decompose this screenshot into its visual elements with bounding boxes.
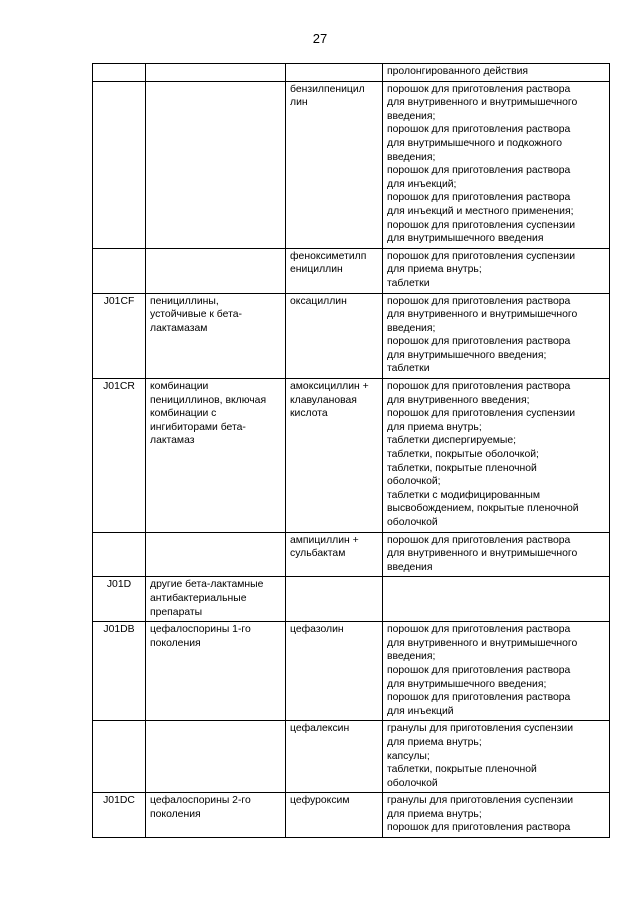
dosage-forms-line: для приема внутрь; <box>387 736 482 748</box>
atc-code-cell <box>93 622 146 721</box>
drug-name-cell <box>286 81 383 248</box>
drug-name-cell <box>286 532 383 577</box>
dosage-forms-line: порошок для приготовления раствора <box>387 822 571 834</box>
table-row <box>93 577 610 622</box>
dosage-forms-line: пролонгированного действия <box>387 66 529 77</box>
group-line: комбинации с <box>150 408 217 420</box>
dosage-forms-line: для внутримышечного введения <box>387 233 544 245</box>
dosage-forms-cell <box>383 81 610 248</box>
atc-code-text: J01D <box>106 579 132 591</box>
atc-code-cell <box>93 248 146 293</box>
group-line: пенициллинов, включая <box>150 394 267 406</box>
dosage-forms-line: для приема внутрь; <box>387 264 482 276</box>
group-line: лактамаз <box>150 435 195 447</box>
dosage-forms-line: для инъекций и местного применения; <box>387 205 574 217</box>
dosage-forms-line: для приема внутрь; <box>387 421 482 433</box>
dosage-forms-line: порошок для приготовления раствора <box>387 192 571 204</box>
table-row <box>93 793 610 838</box>
drug-name-cell <box>286 293 383 379</box>
dosage-forms-line: гранулы для приготовления суспензии <box>387 723 574 735</box>
drug-name-line: клавулановая <box>290 394 357 406</box>
dosage-forms-cell <box>383 293 610 379</box>
dosage-forms-cell <box>383 622 610 721</box>
dosage-forms-line: для инъекций; <box>387 178 457 190</box>
dosage-forms-line: порошок для приготовления раствора <box>387 692 571 704</box>
group-cell <box>146 793 286 838</box>
group-cell <box>146 577 286 622</box>
drug-name-cell <box>286 577 383 622</box>
drug-name-line: цефазолин <box>290 624 344 636</box>
group-line: другие бета-лактамные <box>150 579 264 591</box>
table-row <box>93 379 610 533</box>
drug-name-cell <box>286 248 383 293</box>
table-row <box>93 293 610 379</box>
dosage-forms-line: оболочкой <box>387 517 438 528</box>
group-line: поколения <box>150 637 201 649</box>
dosage-forms-line: введения <box>387 561 433 573</box>
drug-name-line: цефалексин <box>290 723 350 735</box>
group-cell <box>146 81 286 248</box>
dosage-forms-line: таблетки, покрытые оболочкой; <box>387 449 539 461</box>
dosage-forms-cell <box>383 577 610 622</box>
table-row <box>93 532 610 577</box>
dosage-forms-line: таблетки <box>387 363 430 375</box>
drug-name-line: ампициллин + <box>290 534 359 546</box>
group-line: пенициллины, <box>150 295 219 307</box>
drug-name-cell <box>286 64 383 82</box>
atc-code-cell <box>93 721 146 793</box>
atc-code-cell <box>93 532 146 577</box>
dosage-forms-line: порошок для приготовления раствора <box>387 664 571 676</box>
atc-code-cell <box>93 793 146 838</box>
group-cell <box>146 293 286 379</box>
atc-code-cell <box>93 81 146 248</box>
dosage-forms-line: порошок для приготовления раствора <box>387 534 571 546</box>
atc-code-text: J01DB <box>103 624 135 636</box>
drug-name-line: амоксициллин + <box>290 381 369 393</box>
dosage-forms-line: оболочкой; <box>387 476 441 488</box>
dosage-forms-line: порошок для приготовления суспензии <box>387 219 576 231</box>
dosage-forms-line: порошок для приготовления раствора <box>387 381 571 393</box>
group-cell <box>146 622 286 721</box>
drug-name-line: феноксиметилп <box>290 250 367 262</box>
group-line: устойчивые к бета- <box>150 309 242 321</box>
dosage-forms-line: для внутривенного введения; <box>387 394 530 406</box>
atc-code-text: J01DC <box>103 795 135 807</box>
dosage-forms-line: таблетки, покрытые пленочной <box>387 764 537 776</box>
drug-name-line: оксациллин <box>290 295 347 307</box>
atc-code-cell <box>93 379 146 533</box>
dosage-forms-cell <box>383 721 610 793</box>
dosage-forms-line: гранулы для приготовления суспензии <box>387 795 574 807</box>
dosage-forms-cell <box>383 248 610 293</box>
table-body <box>93 64 610 838</box>
dosage-forms-line: для внутривенного и внутримышечного <box>387 97 578 109</box>
dosage-forms-line: таблетки, покрытые пленочной <box>387 462 537 474</box>
dosage-forms-cell <box>383 379 610 533</box>
dosage-forms-line: порошок для приготовления раствора <box>387 295 571 307</box>
dosage-forms-cell <box>383 793 610 838</box>
dosage-forms-line: порошок для приготовления раствора <box>387 124 571 136</box>
dosage-forms-line: таблетки диспергируемые; <box>387 435 517 447</box>
atc-code-cell <box>93 64 146 82</box>
dosage-forms-line: оболочкой <box>387 777 438 789</box>
table-row <box>93 81 610 248</box>
dosage-forms-line: введения; <box>387 651 436 663</box>
drug-name-cell <box>286 379 383 533</box>
drug-name-line: цефуроксим <box>290 795 350 807</box>
group-cell <box>146 64 286 82</box>
dosage-forms-line: порошок для приготовления раствора <box>387 165 571 177</box>
atc-code-cell <box>93 577 146 622</box>
dosage-forms-line: порошок для приготовления раствора <box>387 83 571 95</box>
dosage-forms-line: для внутримышечного введения; <box>387 678 547 690</box>
drug-name-line: лин <box>290 97 308 109</box>
group-line: цефалоспорины 1-го <box>150 624 251 636</box>
drug-name-cell <box>286 793 383 838</box>
dosage-forms-line: введения; <box>387 151 436 163</box>
dosage-forms-line: таблетки <box>387 277 430 289</box>
drug-table <box>92 63 610 838</box>
atc-code-cell <box>93 293 146 379</box>
page-number: 27 <box>312 31 328 46</box>
drug-name-line: сульбактам <box>290 548 346 560</box>
dosage-forms-line: высвобождением, покрытые пленочной <box>387 503 579 515</box>
drug-name-line: бензилпеницил <box>290 83 365 95</box>
dosage-forms-line: для инъекций <box>387 705 454 717</box>
table-row <box>93 622 610 721</box>
drug-name-cell <box>286 721 383 793</box>
group-line: ингибиторами бета- <box>150 421 246 433</box>
table-row <box>93 248 610 293</box>
dosage-forms-cell <box>383 64 610 82</box>
group-cell <box>146 248 286 293</box>
dosage-forms-line: капсулы; <box>387 750 430 762</box>
group-line: комбинации <box>150 381 209 393</box>
dosage-forms-line: таблетки с модифицированным <box>387 489 540 501</box>
dosage-forms-line: введения; <box>387 110 436 122</box>
dosage-forms-cell <box>383 532 610 577</box>
dosage-forms-line: для внутривенного и внутримышечного <box>387 637 578 649</box>
dosage-forms-line: порошок для приготовления раствора <box>387 336 571 348</box>
dosage-forms-line: порошок для приготовления суспензии <box>387 250 576 262</box>
dosage-forms-line: для внутримышечного и подкожного <box>387 137 563 149</box>
group-cell <box>146 379 286 533</box>
group-line: лактамазам <box>150 322 208 334</box>
drug-name-line: енициллин <box>290 264 343 276</box>
group-line: препараты <box>150 606 203 618</box>
dosage-forms-line: для внутримышечного введения; <box>387 349 547 361</box>
drug-name-line: кислота <box>290 408 328 420</box>
group-line: цефалоспорины 2-го <box>150 795 251 807</box>
atc-code-text: J01CR <box>103 381 135 393</box>
dosage-forms-line: для внутривенного и внутримышечного <box>387 548 578 560</box>
dosage-forms-line: для приема внутрь; <box>387 808 482 820</box>
table-row <box>93 64 610 82</box>
dosage-forms-line: для внутривенного и внутримышечного <box>387 309 578 321</box>
drug-name-cell <box>286 622 383 721</box>
group-line: поколения <box>150 808 201 820</box>
dosage-forms-line: введения; <box>387 322 436 334</box>
dosage-forms-line: порошок для приготовления суспензии <box>387 408 576 420</box>
group-cell <box>146 721 286 793</box>
group-cell <box>146 532 286 577</box>
atc-code-text: J01CF <box>103 295 135 307</box>
dosage-forms-line: порошок для приготовления раствора <box>387 624 571 636</box>
group-line: антибактериальные <box>150 592 247 604</box>
table-row <box>93 721 610 793</box>
